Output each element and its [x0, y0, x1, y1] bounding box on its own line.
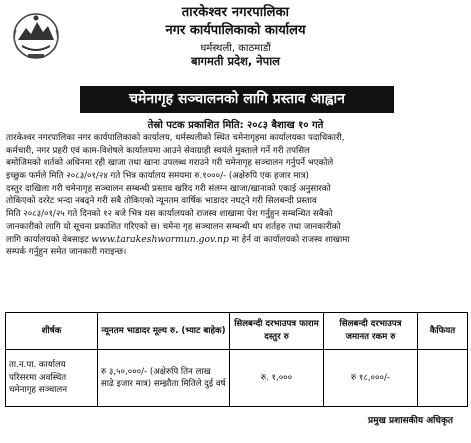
header-remarks: कैफियत	[418, 313, 468, 350]
website-prefix: लागि कार्यालयको वेबसाइट	[6, 234, 89, 245]
header-deposit: सिलबन्दी दरभाउपत्र जमानत रकम रु	[324, 313, 418, 350]
website-link[interactable]: www.tarakeshwormun.gov.np	[91, 233, 229, 245]
notice-line: तारकेश्वर नगरपालिका नगर कार्यपालिकाको कार्यालय, धर्मस्थलीको स्थित चमेनागृहमा कार्यालयका पदाधिकारी,	[6, 133, 345, 143]
notice-closing-line: सम्पर्क गर्नुहुन समेत जानकारी गराइन्छ।	[6, 247, 127, 258]
cell-title: ता.न.पा. कार्यालय परिसरमा अवस्थित चमेनागृह सञ्चालन	[6, 350, 98, 407]
province-name: बागमती प्रदेश, नेपाल	[191, 54, 280, 68]
table-row	[6, 350, 468, 407]
notice-line: मिति २०८३/०१/२५ गते दिनको १२ बजे भित्र यस कार्यालयको राजस्व शाखामा पेश गर्नुहुन सम्बन्धित सबैको	[6, 209, 333, 220]
tender-table	[5, 312, 468, 407]
office-name: नगर कार्यपालिकाको कार्यालय	[165, 23, 306, 38]
header-title: शीर्षक	[6, 313, 98, 350]
cell-deposit: रु १८,०००/-	[324, 350, 418, 407]
header-form-fee: सिलबन्दी दरभाउपत्र फाराम दस्तुर रु	[230, 313, 324, 350]
notice-line: जानकारीको लागि यो सूचना प्रकाशित गरिएको छ। चमेना गृह सञ्चालन सम्बन्धी थप शर्तहरु तथा जानकारीको	[6, 221, 341, 232]
municipality-name: तारकेश्वर नगरपालिका	[181, 5, 290, 20]
cell-remarks	[418, 350, 468, 407]
table-header-row	[6, 313, 468, 350]
notice-line: तोकिएको दररेट भन्दा नबढ्ने गरी सबै तोकिएको न्यूनतम वार्षिक भाडादर नघट्ने गरी सिलबन्दी प्रस्ताव	[6, 196, 317, 207]
signature-title: प्रमुख प्रशासकीय अधिकृत	[367, 416, 453, 426]
notice-line: इच्छुक फर्मले मिति २०८३/०१/२४ गते भित्र कार्यालय समयमा रु.१०००/- (अक्षेरुपि एक हजार मात्र)	[6, 171, 309, 182]
publication-date: तेस्रो पटक प्रकाशित मिति: २०८३ बैशाख १० गते	[147, 120, 324, 131]
cell-min-rent: रु ३,५०,०००/- (अक्षेरुपि तिन लाख साढे इजार मात्र) सम्झौता मितिले दुई वर्ष	[98, 350, 230, 407]
notice-line-website	[6, 234, 465, 247]
notice-line: कर्मचारी, नगर प्रहरी एवं काम-विशेषले कार्यालयमा आउने सेवाग्राही स्वयंले मुक्ताले गर्ने गरी तपसिल	[6, 145, 310, 156]
notice-line: बमोजिमको शर्तको अधिनमा रही खाजा तथा खाना उपलब्ध गराउने गरी चमेनागृह सञ्चालन गर्नुपर्ने भएकोले	[6, 158, 334, 169]
notice-title-banner: चमेनागृह सञ्चालनको लागि प्रस्ताव आह्वान	[80, 86, 394, 113]
cell-form-fee: रु. १,०००	[230, 350, 324, 407]
header-min-rent: न्यूनतम भाडादर मूल्य रु. (भ्याट बाहेक)	[98, 313, 230, 350]
office-address: धर्मस्थली, काठमाडौं	[200, 43, 271, 54]
notice-line: दस्तुर दाखिला गरी चमेनागृह सञ्चालन सम्बन्धी प्रस्ताव खरिद गरी संलग्न खाजा/खानाको एकाई अनुसारको	[6, 183, 331, 194]
website-suffix: मा हेर्न वा कार्यालयको राजस्व शाखामा	[231, 234, 350, 245]
notice-body	[6, 132, 465, 259]
